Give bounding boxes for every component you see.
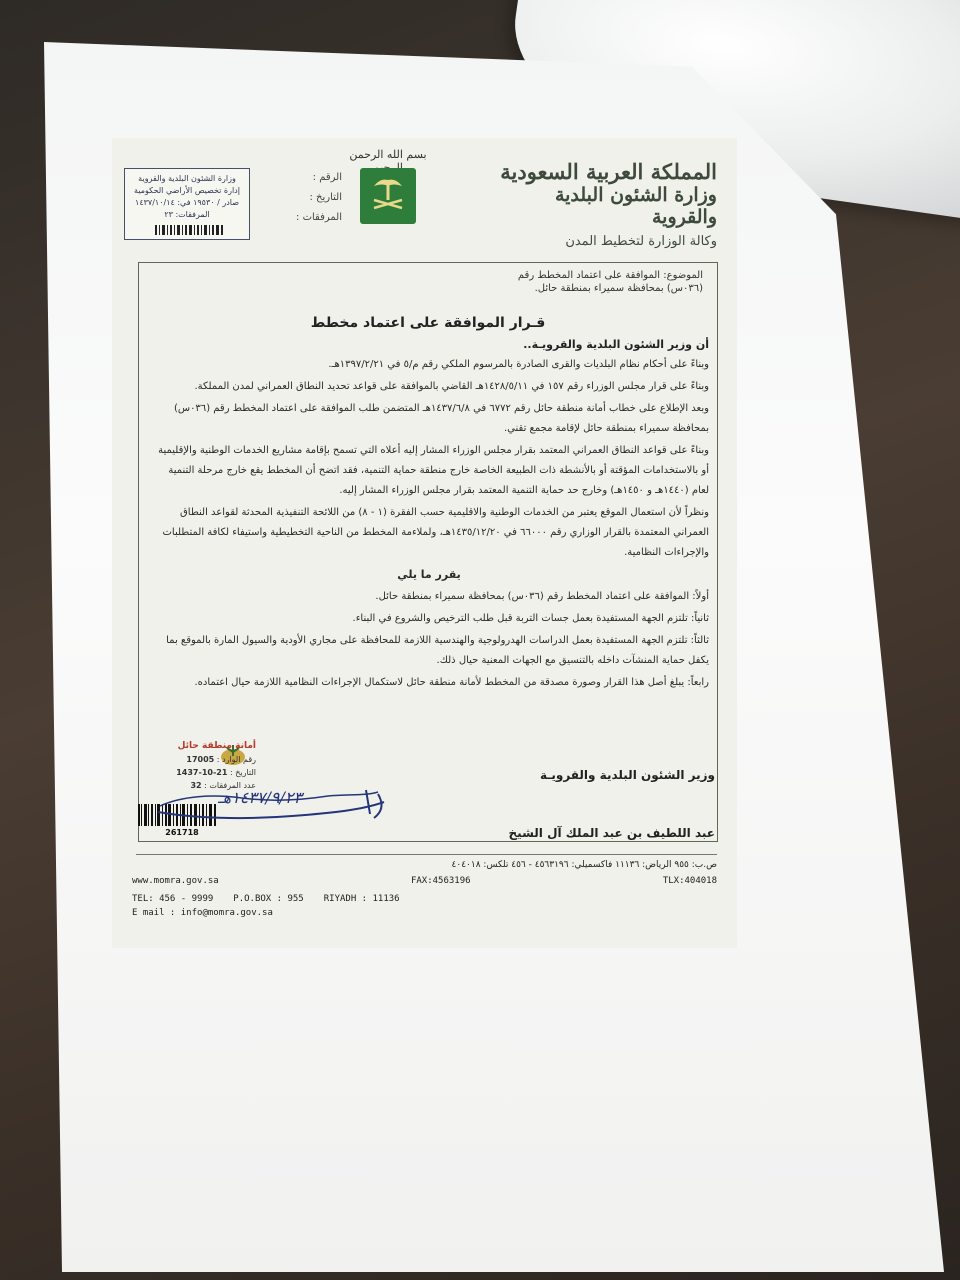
incoming-date: 21-10-1437 bbox=[176, 768, 228, 777]
footer-fax: FAX:4563196 bbox=[410, 876, 471, 886]
decision-item: رابعاً: يبلغ أصل هذا القرار وصورة مصدقة من المخطط لأمانة منطقة حائل لاستكمال الإجراءات النظامية اللازمة حيال اعتماده. bbox=[194, 677, 709, 688]
preamble-paragraph: ونظراً لأن استعمال الموقع يعتبر من الخدمات الوطنية والاقليمية حسب الفقرة (١ - ٨) من اللائحة التنفيذية المحدثة لقواعد النطاق العمراني المعتمدة بالقرار الوزاري رقم ٦٦٠٠٠ في ١٤٣٥/١٢/٢٠هـ، ولملاءمة المخطط من الناحية التخطيطية واستيفاء لكافة المتطلبات والإجراءات النظامية. bbox=[162, 507, 709, 558]
decision-title: قـرار الموافقة على اعتماد مخطط bbox=[310, 315, 546, 331]
decision-item: ثالثاً: تلتزم الجهة المستفيدة بعمل الدراسات الهدرولوجية والهندسية اللازمة للمحافظة على مجاري الأودية والسيول المارة بالموقع بما يكفل حماية المنشآت داخله بالتنسيق مع الجهات المعنية حيال ذلك. bbox=[166, 635, 709, 666]
reference-fields bbox=[272, 168, 342, 228]
saudi-emblem-logo bbox=[360, 168, 416, 224]
date-label: التاريخ : bbox=[229, 768, 256, 777]
footer-tlx: TLX:404018 bbox=[662, 876, 717, 886]
ref-date-label: التاريخ : bbox=[309, 192, 342, 203]
decision-item: ثانياً: تلتزم الجهة المستفيدة بعمل جسات التربة قبل طلب الترخيص والشروع في البناء. bbox=[352, 613, 709, 624]
incoming-label: رقم الوارد : bbox=[216, 755, 256, 764]
footer-pobox: P.O.BOX : 955 bbox=[233, 894, 304, 904]
decides-heading: يقرر ما يلي bbox=[397, 568, 461, 581]
footer-riyadh: RIYADH : 11136 bbox=[323, 894, 400, 904]
footer-divider bbox=[136, 854, 717, 855]
barcode-number: 261718 bbox=[165, 828, 199, 837]
stamp-line: المرفقات: ٢٣ bbox=[164, 210, 210, 219]
agency-name: وكالة الوزارة لتخطيط المدن bbox=[565, 234, 717, 249]
minister-name: عبد اللطيف بن عبد الملك آل الشيخ bbox=[508, 826, 715, 840]
footer-contact-row bbox=[132, 874, 717, 888]
preamble-paragraph: وبناءً على أحكام نظام البلديات والقرى الصادرة بالمرسوم الملكي رقم م/٥ في ١٣٩٧/٢/٢١هـ. bbox=[328, 359, 709, 370]
stamp-line: وزارة الشئون البلدية والقروية bbox=[138, 174, 236, 183]
footer bbox=[132, 858, 717, 920]
minister-title: وزير الشئون البلدية والقرويـة bbox=[539, 768, 715, 782]
stamp-org: أمانة منطقة حائل bbox=[177, 741, 256, 751]
barcode-icon bbox=[155, 225, 225, 235]
incoming-row bbox=[126, 753, 256, 766]
minister-intro: أن وزير الشئون البلدية والقرويـة.. bbox=[523, 338, 709, 351]
footer-tel: TEL: 456 - 9999 bbox=[132, 894, 214, 904]
preamble-paragraph: وبناءً على قواعد النطاق العمراني المعتمد بقرار مجلس الوزراء المشار إليه أعلاه التي تسمح بإقامة مشاريع الخدمات الوطنية والإقليمية أو بالاستخدامات المؤقتة أو بالأنشطة ذات الطبيعة الخاصة خارج منطقة حماية التنمية، فقد اتضح أن المخطط يقع خارج مرحلة التنمية لعام (١٤٤٠هـ و ١٤٥٠هـ) وخارج حد حماية التنمية المعتمد بقرار مجلس الوزراء المشار إليه. bbox=[158, 445, 709, 496]
footer-email: E mail : info@momra.gov.sa bbox=[132, 908, 273, 918]
palm-and-swords-icon bbox=[366, 174, 410, 218]
letterhead bbox=[487, 160, 717, 252]
ref-attachments-label: المرفقات : bbox=[296, 212, 342, 223]
ministry-name: وزارة الشئون البلدية والقروية bbox=[554, 184, 717, 228]
subject-line: الموضوع: الموافقة على اعتماد المخطط رقم (٠٣٦س) بمحافظة سميراء بمنطقة حائل. bbox=[517, 270, 703, 294]
basmala: بسم الله الرحمن bbox=[349, 148, 427, 161]
footer-address-row bbox=[132, 892, 717, 906]
preamble-paragraph: وبناءً على قرار مجلس الوزراء رقم ١٥٧ في ١٤٢٨/٥/١١هـ القاضي بالموافقة على قواعد تحديد النطاق العمراني لمدن المملكة. bbox=[194, 381, 709, 392]
attachments-label: عدد المرفقات : bbox=[204, 781, 256, 790]
preamble-paragraph: وبعد الإطلاع على خطاب أمانة منطقة حائل رقم ٦٧٧٢ في ١٤٣٧/٦/٨هـ المتضمن طلب الموافقة على اعتماد المخطط رقم (٠٣٦س) بمحافظة سميراء بمنطقة حائل لإقامة مجمع تقني. bbox=[173, 403, 709, 434]
stamp-line: صادر / ١٩٥٣٠ في: ١٤٣٧/١٠/١٤ bbox=[135, 198, 239, 207]
signature-date: ١٤٣٧/٩/٢٣هـ bbox=[217, 788, 303, 807]
incoming-number: 17005 bbox=[186, 755, 215, 764]
ref-number-label: الرقم : bbox=[312, 172, 342, 183]
footer-website: www.momra.gov.sa bbox=[132, 876, 219, 886]
kingdom-name: المملكة العربية السعودية bbox=[500, 159, 717, 184]
attachments-count: 32 bbox=[190, 781, 202, 790]
date-row bbox=[126, 766, 256, 779]
decision-item: أولاً: الموافقة على اعتماد المخطط رقم (٠٣٦س) بمحافظة سميراء بمنطقة حائل. bbox=[375, 591, 709, 602]
decision-document bbox=[112, 138, 737, 948]
footer-arabic-contact: ص.ب: ٩٥٥ الرياض: ١١١٣٦ فاكسميلي: ٤٥٦٣١٩٦ - ٤٥٦ تلكس: ٤٠٤٠١٨ bbox=[451, 860, 717, 870]
outgoing-stamp bbox=[124, 168, 250, 240]
decision-body bbox=[149, 355, 709, 695]
stamp-line: إدارة تخصيص الأراضي الحكومية bbox=[134, 186, 240, 195]
